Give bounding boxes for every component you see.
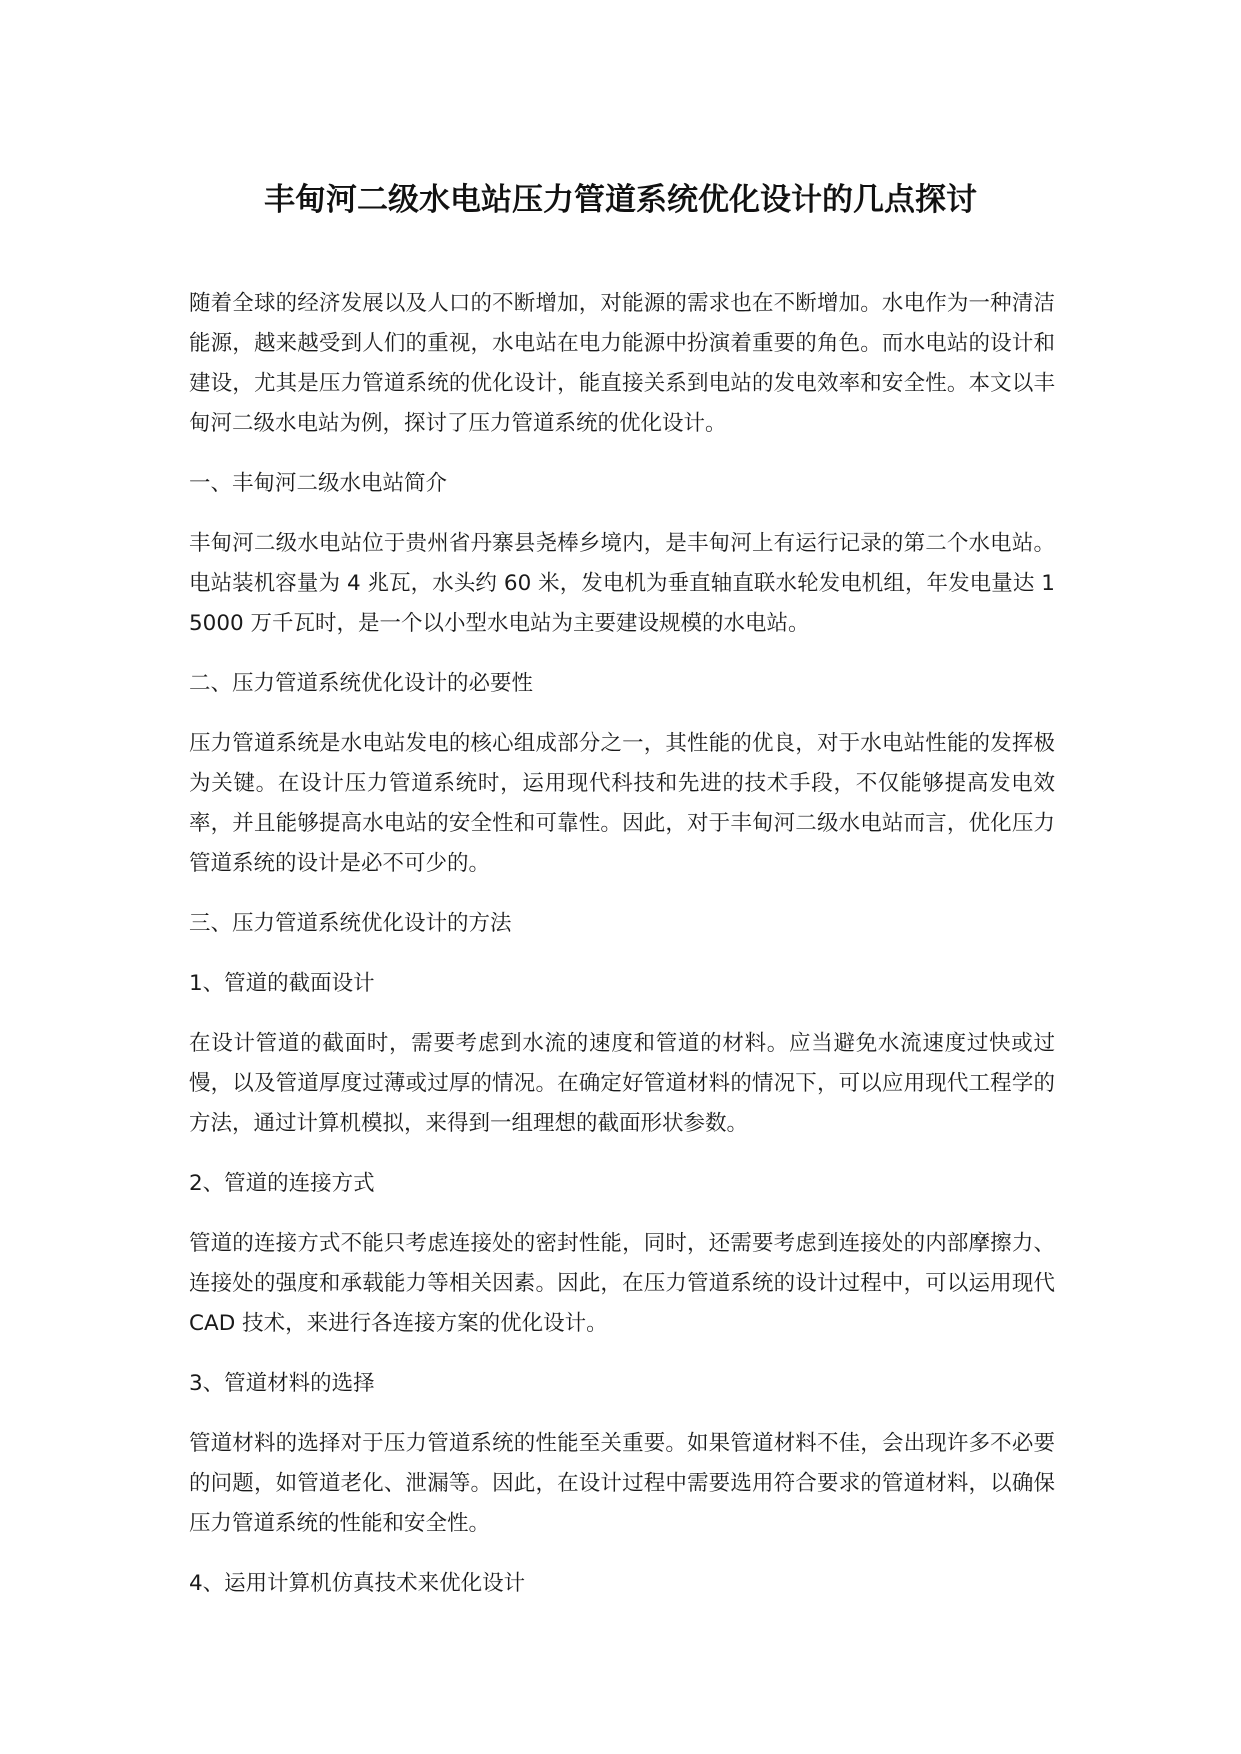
paragraph: 压力管道系统是水电站发电的核心组成部分之一，其性能的优良，对于水电站性能的发挥极为关键。在设计压力管道系统时，运用现代科技和先进的技术手段，不仅能够提高发电效率，并且能够提高水电站的安全性和可靠性。因此，对于丰甸河二级水电站而言，优化压力管道系统的设计是必不可少的。 [189, 731, 1055, 876]
section-heading: 三、压力管道系统优化设计的方法 [189, 911, 512, 936]
document-title: 丰甸河二级水电站压力管道系统优化设计的几点探讨 [264, 182, 977, 218]
document-body [189, 284, 1055, 1624]
section-heading: 4、运用计算机仿真技术来优化设计 [189, 1571, 526, 1596]
paragraph: 管道材料的选择对于压力管道系统的性能至关重要。如果管道材料不佳，会出现许多不必要的问题，如管道老化、泄漏等。因此，在设计过程中需要选用符合要求的管道材料，以确保压力管道系统的性能和安全性。 [189, 1431, 1055, 1536]
section-heading: 二、压力管道系统优化设计的必要性 [189, 671, 534, 696]
paragraph: 在设计管道的截面时，需要考虑到水流的速度和管道的材料。应当避免水流速度过快或过慢，以及管道厚度过薄或过厚的情况。在确定好管道材料的情况下，可以应用现代工程学的方法，通过计算机模拟，来得到一组理想的截面形状参数。 [189, 1031, 1055, 1136]
section-heading: 2、管道的连接方式 [189, 1171, 375, 1196]
section-heading: 一、丰甸河二级水电站简介 [189, 471, 448, 496]
section-heading: 3、管道材料的选择 [189, 1371, 375, 1396]
section-heading: 1、管道的截面设计 [189, 971, 375, 996]
paragraph: 随着全球的经济发展以及人口的不断增加，对能源的需求也在不断增加。水电作为一种清洁能源，越来越受到人们的重视，水电站在电力能源中扮演着重要的角色。而水电站的设计和建设，尤其是压力管道系统的优化设计，能直接关系到电站的发电效率和安全性。本文以丰甸河二级水电站为例，探讨了压力管道系统的优化设计。 [189, 291, 1055, 436]
paragraph: 丰甸河二级水电站位于贵州省丹寨县尧棒乡境内，是丰甸河上有运行记录的第二个水电站。电站装机容量为 4 兆瓦，水头约 60 米，发电机为垂直轴直联水轮发电机组，年发电量达 15000 万千瓦时，是一个以小型水电站为主要建设规模的水电站。 [189, 531, 1055, 636]
paragraph: 管道的连接方式不能只考虑连接处的密封性能，同时，还需要考虑到连接处的内部摩擦力、连接处的强度和承载能力等相关因素。因此，在压力管道系统的设计过程中，可以运用现代 CAD 技术，来进行各连接方案的优化设计。 [189, 1231, 1055, 1336]
